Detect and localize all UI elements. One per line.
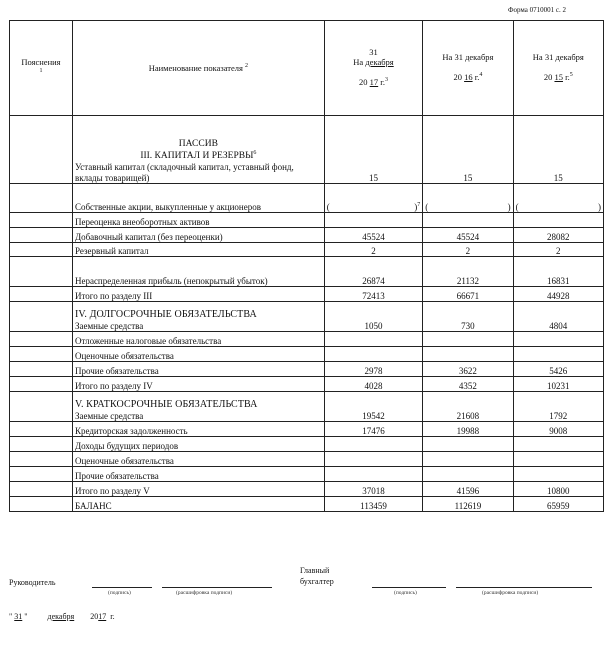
cell-v2: 21608 [423,392,513,422]
table-row [10,392,604,422]
table-header-row [10,21,604,116]
cell-name [72,392,324,422]
cell-v1: 26874 [324,257,422,287]
paren-sup: 7 [417,201,421,208]
paren-open: ( [425,201,429,212]
section-title-longterm: IV. ДОЛГОСРОЧНЫЕ ОБЯЗАТЕЛЬСТВА [74,309,257,321]
cell-v2 [423,467,513,482]
cell-name: Переоценка внеоборотных активов [72,213,324,228]
head-label: Руководитель [9,578,56,587]
table-row [10,467,604,482]
cell-name: Отложенные налоговые обязательства [72,332,324,347]
cell-v1: 1050 [324,302,422,332]
table-row [10,243,604,257]
cell-v3: 10800 [513,482,603,497]
cell-v3 [513,467,603,482]
cell-note [10,116,73,184]
cell-v1 [324,347,422,362]
cell-v3 [513,347,603,362]
date-open-quote: " [9,612,13,621]
cell-v1 [324,213,422,228]
row-name: Уставный капитал (складочный капитал, уставный фонд, вклады товарищей) [74,162,294,183]
cell-name [72,116,324,184]
table-row [10,377,604,392]
signature-area [0,560,616,647]
row-name: Заемные средства [74,320,144,331]
cell-v3: 44928 [513,287,603,302]
header-col3-suffix: г. [565,72,570,83]
header-col1-year-prefix: 20 [359,77,368,88]
paren-open: ( [515,201,519,212]
cell-v1: 19542 [324,392,422,422]
cell-v2: 19988 [423,422,513,437]
cell-name: Нераспределенная прибыль (непокрытый убыток) [72,257,324,287]
cell-name: Оценочные обязательства [72,452,324,467]
section-title-shortterm: V. КРАТКОСРОЧНЫЕ ОБЯЗАТЕЛЬСТВА [74,399,258,411]
cell-v1: 2978 [324,362,422,377]
cell-v1: 15 [324,116,422,184]
cell-v2: 730 [423,302,513,332]
accountant-signature-line [372,587,446,588]
section-title-capital [75,150,322,162]
cell-name: Добавочный капитал (без переоценки) [72,228,324,243]
table-row [10,228,604,243]
header-col1-month: декабря [365,56,394,67]
header-col2-suffix: г. [474,72,480,83]
head-signature-caption: (подпись) [108,590,131,596]
cell-v3: 2 [513,243,603,257]
cell-name: Итого по разделу IV [72,377,324,392]
table-row [10,422,604,437]
cell-v3 [513,452,603,467]
cell-name: Доходы будущих периодов [72,437,324,452]
cell-v3: 28082 [513,228,603,243]
cell-name: Прочие обязательства [72,467,324,482]
accountant-signature-caption: (подпись) [394,590,417,596]
table-row [10,362,604,377]
cell-v2: 15 [423,116,513,184]
cell-v1: 72413 [324,287,422,302]
accountant-decode-line [456,587,592,588]
header-col1-prefix: На [353,56,364,67]
table-row [10,332,604,347]
section-title-passive: ПАССИВ [178,139,218,150]
cell-v3: 10231 [513,377,603,392]
cell-v2: 112619 [423,497,513,512]
header-col2-year: 16 [464,72,473,83]
date-year: 17 [98,612,107,621]
cell-name: Итого по разделу V [72,482,324,497]
cell-v2: 66671 [423,287,513,302]
paren-close: ) [414,201,418,212]
table-row [10,116,604,184]
header-name-sup: 2 [245,62,249,69]
header-note-sup: 1 [39,67,43,74]
cell-v3 [513,213,603,228]
header-col3-year-prefix: 20 [543,72,553,83]
header-col2 [423,21,513,116]
cell-v1: 17476 [324,422,422,437]
cell-v1: 45524 [324,228,422,243]
cell-name: Собственные акции, выкупленные у акционеров [72,184,324,213]
head-decode-line [162,587,272,588]
table-row [10,437,604,452]
cell-name: Итого по разделу III [72,287,324,302]
form-number: Форма 0710001 с. 2 [508,6,567,14]
paren-close: ) [507,201,511,212]
date-row [9,612,115,621]
cell-name: БАЛАНС [72,497,324,512]
cell-v1: 4028 [324,377,422,392]
date-day: 31 [14,612,23,621]
cell-v3 [513,437,603,452]
cell-name [72,302,324,332]
header-col3-prefix: На 31 декабря [532,51,584,62]
cell-v2 [423,347,513,362]
header-note-label: Пояснения [21,56,61,67]
accountant-label-1: Главный [300,566,330,575]
cell-name: Кредиторская задолженность [72,422,324,437]
cell-v1 [324,452,422,467]
header-col1-sup: 3 [384,77,388,84]
cell-v2 [423,332,513,347]
cell-v3: 1792 [513,392,603,422]
cell-v1: 2 [324,243,422,257]
accountant-label-2: бухгалтер [300,577,334,586]
cell-name: Резервный капитал [72,243,324,257]
paren-close: ) [598,201,601,212]
table-row [10,257,604,287]
date-year-prefix: 20 [90,612,99,621]
header-col2-prefix: На 31 декабря [442,51,494,62]
table-row [10,452,604,467]
row-name: Заемные средства [74,410,144,421]
cell-v1: 113459 [324,497,422,512]
section-title-capital-sup: 6 [253,150,257,157]
cell-v2: 45524 [423,228,513,243]
cell-v2 [423,213,513,228]
cell-name: Оценочные обязательства [72,347,324,362]
cell-v2: 3622 [423,362,513,377]
balance-table [9,20,604,512]
header-col1-day: 31 [369,47,378,58]
cell-v3: 5426 [513,362,603,377]
cell-v2: 2 [423,243,513,257]
table-row [10,184,604,213]
header-col3-year: 15 [554,72,563,83]
table-row [10,287,604,302]
cell-v3: 9008 [513,422,603,437]
cell-v3: 16831 [513,257,603,287]
date-suffix: г. [110,612,115,621]
table-row [10,482,604,497]
cell-v1 [324,184,422,213]
cell-v3: 4804 [513,302,603,332]
cell-v1 [324,467,422,482]
cell-v3: 65959 [513,497,603,512]
cell-v2: 41596 [423,482,513,497]
header-col2-sup: 4 [479,72,483,79]
cell-v1 [324,332,422,347]
cell-v3 [513,184,603,213]
header-col2-year-prefix: 20 [453,72,462,83]
cell-v2 [423,452,513,467]
cell-v3 [513,332,603,347]
date-month: декабря [47,612,75,621]
accountant-decode-caption: (расшифровка подписи) [482,590,539,596]
header-col1-suffix: г. [380,77,385,88]
table-row [10,497,604,512]
date-close-quote: " [24,612,28,621]
head-decode-caption: (расшифровка подписи) [176,590,233,596]
header-col1 [324,21,422,116]
table-row [10,213,604,228]
table-row [10,302,604,332]
cell-v2 [423,437,513,452]
header-col3 [513,21,603,116]
header-col3-sup: 5 [569,72,573,79]
paren-open: ( [326,201,330,212]
section-title-capital-text: III. КАПИТАЛ И РЕЗЕРВЫ [140,151,254,162]
head-signature-line [92,587,152,588]
header-name [72,21,324,116]
cell-name: Прочие обязательства [72,362,324,377]
cell-v2: 4352 [423,377,513,392]
cell-v1: 37018 [324,482,422,497]
header-name-label: Наименование показателя [148,62,243,73]
cell-v2 [423,184,513,213]
header-col1-year: 17 [369,77,379,88]
table-row [10,347,604,362]
cell-note [10,184,73,213]
cell-v2: 21132 [423,257,513,287]
cell-v3: 15 [513,116,603,184]
cell-v1 [324,437,422,452]
header-note [10,21,73,116]
